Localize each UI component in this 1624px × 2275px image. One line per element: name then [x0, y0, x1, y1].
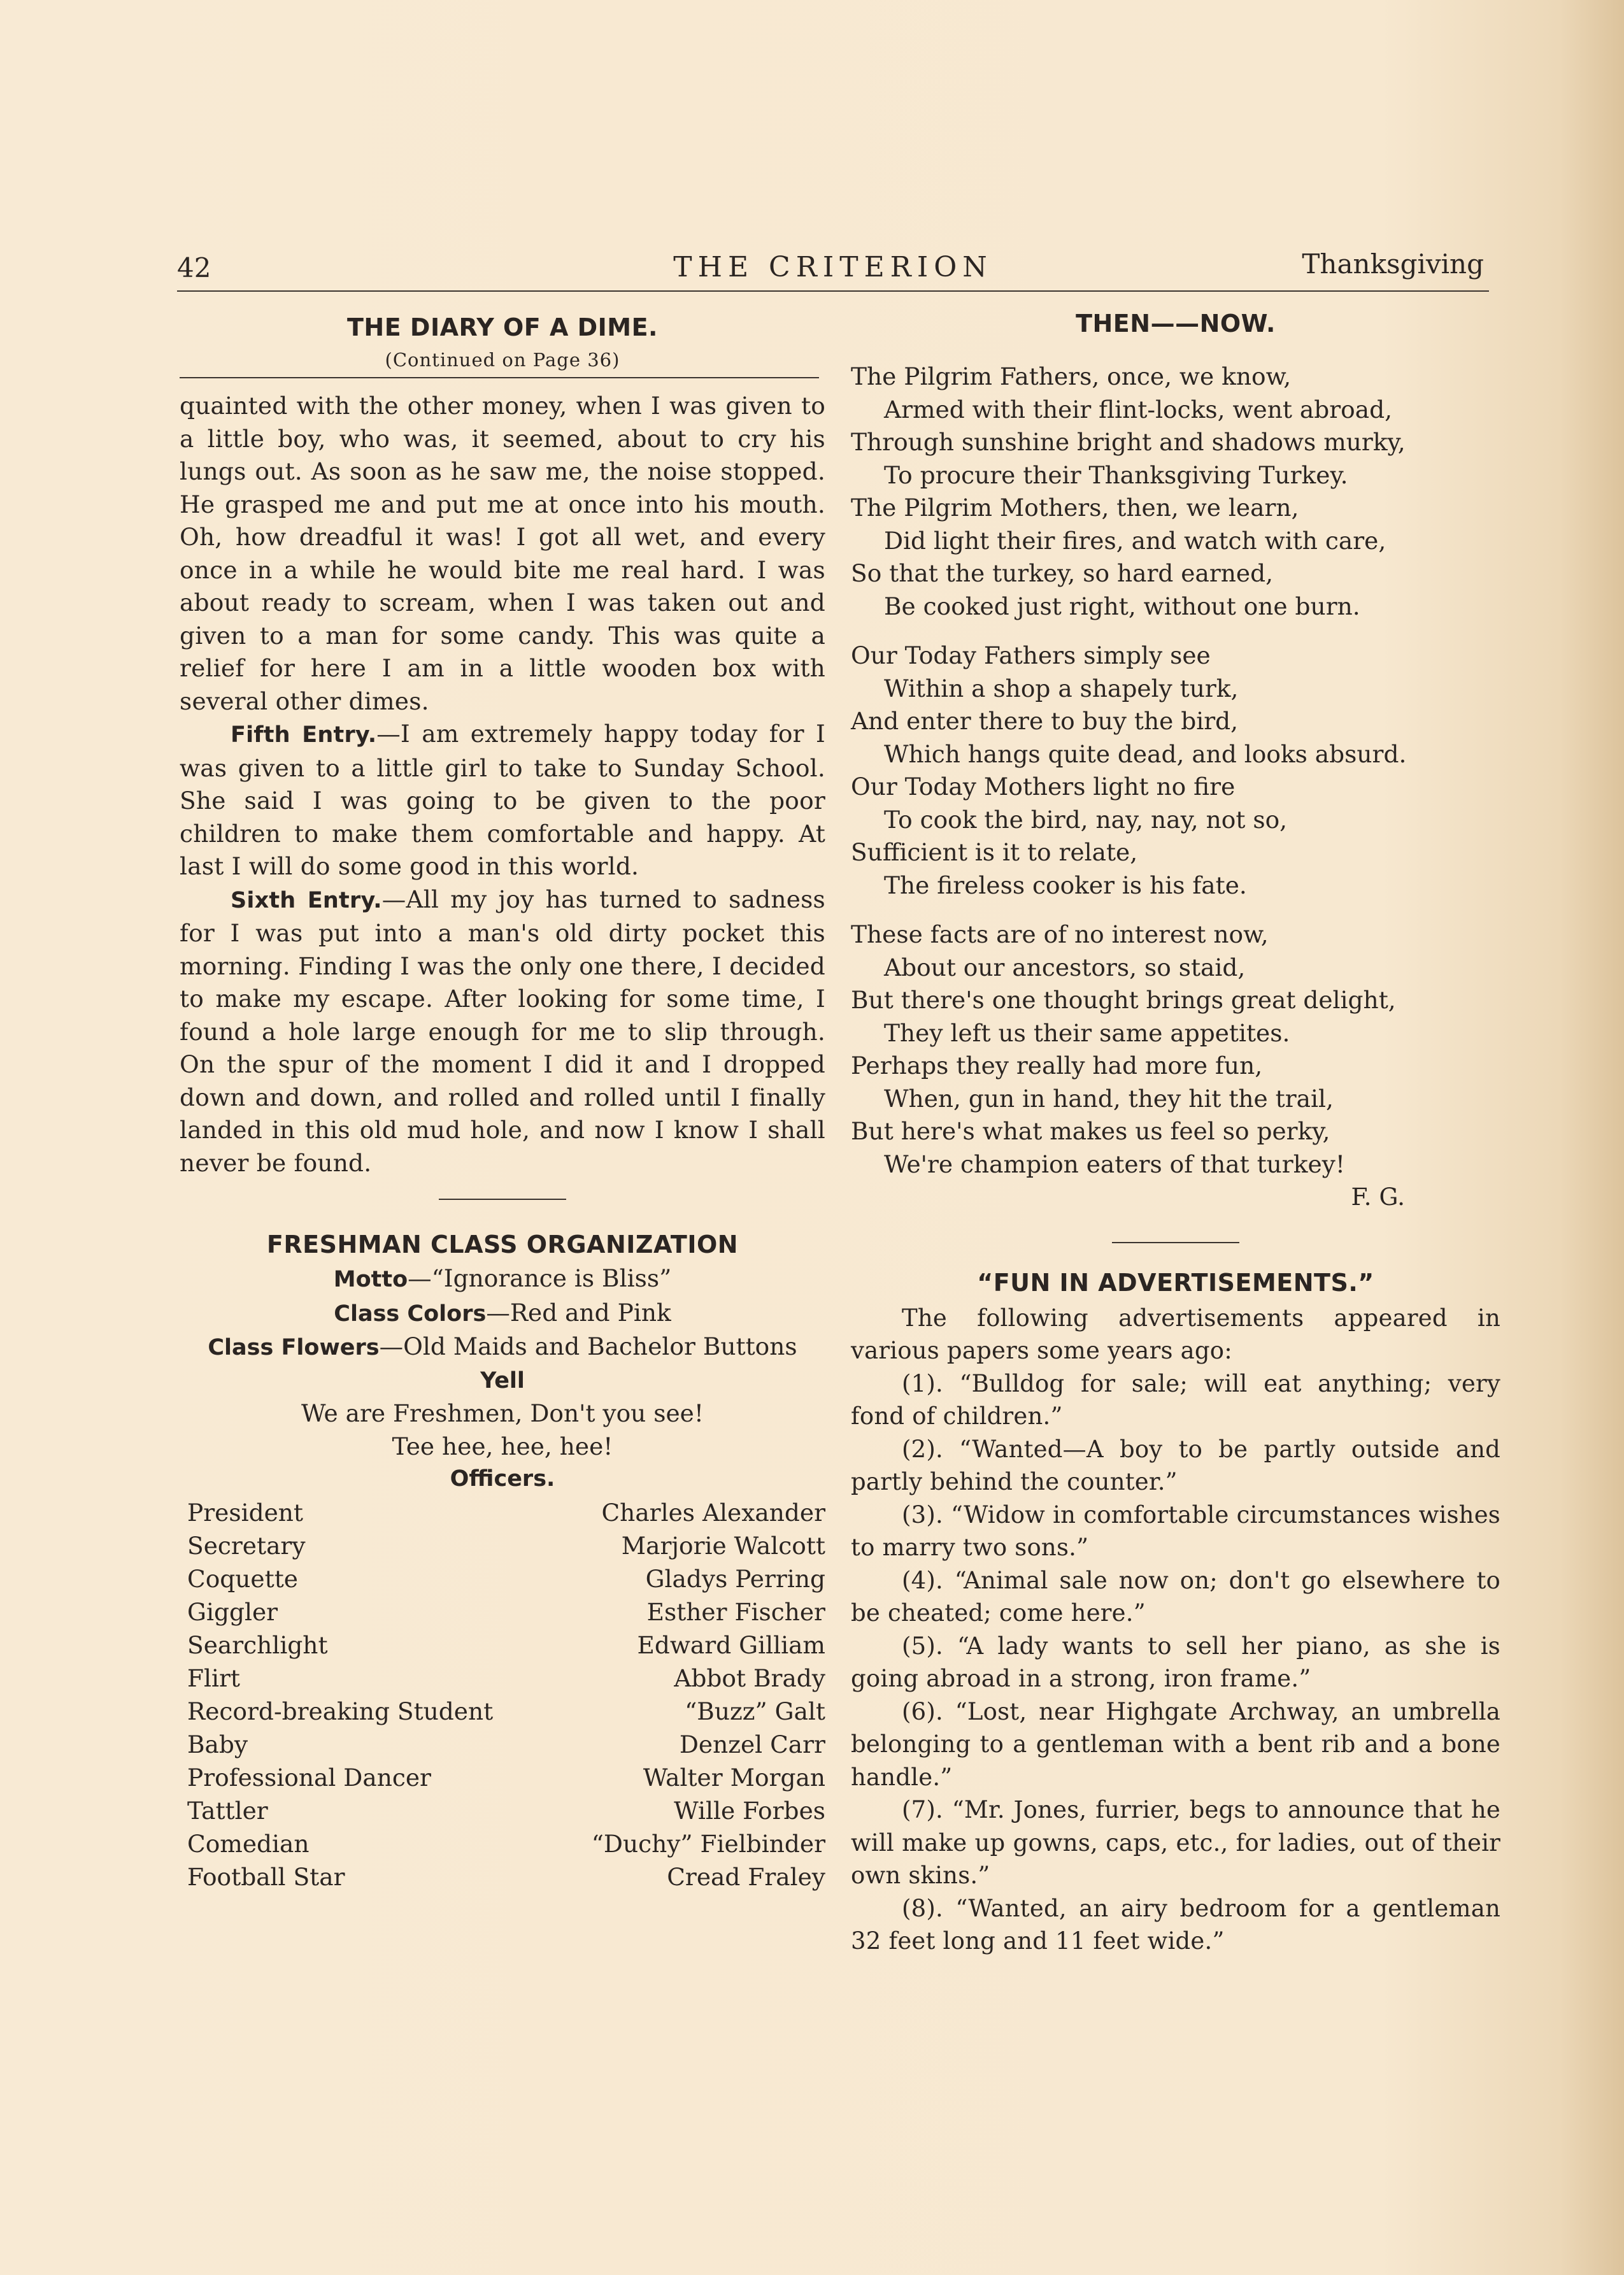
poem-line: And enter there to buy the bird, — [851, 707, 1239, 735]
officer-row — [180, 1695, 825, 1728]
poem-line: To procure their Thanksgiving Turkey. — [884, 460, 1348, 489]
officer-role: Comedian — [187, 1829, 310, 1858]
poem-line: Our Today Fathers simply see — [851, 641, 1211, 669]
left-column — [180, 313, 825, 1893]
ad-item: (3). “Widow in comfortable circumstances wishes to marry two sons.” — [851, 1501, 1500, 1561]
fifth-entry-text: —I am extremely happy today for I was given to a little girl to take to Sunday School. She said I was going to be given to the poor children to make them comfortable and happy. At last I will do some good in this world. — [180, 720, 825, 880]
diary-paragraph-sixth — [180, 883, 825, 1180]
officer-name: Edward Gilliam — [637, 1630, 825, 1659]
poem-signature: F. G. — [1351, 1183, 1405, 1211]
ad-item: (5). “A lady wants to sell her piano, as she is going abroad in a strong, iron frame.” — [851, 1632, 1500, 1692]
ad-item: (2). “Wanted—A boy to be partly outside and partly behind the counter.” — [851, 1435, 1500, 1495]
officer-name: Gladys Perring — [645, 1564, 825, 1593]
poem — [851, 360, 1500, 1214]
poem-stanza-3 — [851, 918, 1500, 1181]
motto-text: —“Ignorance is Bliss” — [408, 1264, 672, 1292]
section-divider — [1112, 1242, 1239, 1243]
poem-line: Our Today Mothers light no fire — [851, 773, 1236, 801]
sixth-entry-text: —All my joy has turned to sadness for I was put into a man's old dirty pocket this morning. Finding I was the only one there, I decided to make my escape. After looking for some time, I found a hole large enough for me to slip through. On the spur of the moment I did it and I dropped down and down, and rolled and rolled until I finally landed in this old mud hole, and now I know I shall never be found. — [180, 885, 825, 1177]
poem-line: Which hangs quite dead, and looks absurd. — [884, 739, 1407, 768]
officer-role: President — [187, 1498, 304, 1527]
ads-title: “FUN IN ADVERTISEMENTS.” — [977, 1268, 1374, 1297]
officer-name: Cread Fraley — [667, 1862, 825, 1891]
fifth-entry-heading: Fifth Entry. — [231, 722, 377, 748]
diary-paragraph-1: quainted with the other money, when I was given to a little boy, who was, it seemed, about to cry his lungs out. As soon as he saw me, the noise stopped. He grasped me and put me at once into his mouth. Oh, how dreadful it was! I got all wet, and every once in a while he would bite me real hard. I was about ready to scream, when I was taken out and given to a man for some candy. This was quite a relief for here I am in a little wooden box with several other dimes. — [180, 392, 825, 715]
poem-line: These facts are of no interest now, — [851, 920, 1269, 948]
officer-role: Giggler — [187, 1597, 278, 1626]
colors-text: —Red and Pink — [486, 1298, 671, 1327]
officer-row — [180, 1761, 825, 1794]
officer-name: Denzel Carr — [679, 1730, 825, 1758]
ad-item: (1). “Bulldog for sale; will eat anything; very fond of children.” — [851, 1369, 1500, 1430]
officer-row — [180, 1728, 825, 1761]
poem-line: Be cooked just right, without one burn. — [884, 592, 1360, 620]
officer-row — [180, 1827, 825, 1860]
poem-line: They left us their same appetites. — [884, 1018, 1290, 1047]
officer-row — [180, 1794, 825, 1827]
poem-line: Through sunshine bright and shadows murky, — [851, 428, 1406, 456]
officer-role: Secretary — [187, 1531, 306, 1560]
poem-line: Did light their fires, and watch with care, — [884, 526, 1386, 555]
officers-list — [180, 1496, 825, 1893]
officer-name: Marjorie Walcott — [621, 1531, 825, 1560]
yell-line-1: We are Freshmen, Don't you see! — [301, 1399, 704, 1427]
officer-role: Record-breaking Student — [187, 1697, 494, 1725]
poem-line: Sufficient is it to relate, — [851, 838, 1138, 866]
officer-role: Professional Dancer — [187, 1763, 431, 1792]
officer-row — [180, 1595, 825, 1629]
poem-line: The Pilgrim Fathers, once, we know, — [851, 362, 1292, 390]
flowers-label: Class Flowers — [208, 1335, 380, 1360]
poem-line: Perhaps they really had more fun, — [851, 1052, 1263, 1080]
ads-intro: The following advertisements appeared in various papers some years ago: — [851, 1304, 1500, 1364]
page-header — [177, 246, 1489, 292]
flowers-line — [180, 1330, 825, 1365]
colors-label: Class Colors — [334, 1301, 487, 1327]
yell-heading: Yell — [480, 1367, 525, 1394]
officer-name: Abbot Brady — [674, 1664, 825, 1692]
officer-name: Wille Forbes — [674, 1796, 825, 1825]
officer-row — [180, 1562, 825, 1595]
poem-line: Armed with their flint-locks, went abroad, — [884, 395, 1393, 424]
officer-row — [180, 1496, 825, 1529]
ad-item: (8). “Wanted, an airy bedroom for a gentleman 32 feet long and 11 feet wide.” — [851, 1894, 1500, 1955]
freshman-title: FRESHMAN CLASS ORGANIZATION — [266, 1230, 739, 1259]
poem-line: But there's one thought brings great delight, — [851, 986, 1396, 1014]
officer-row — [180, 1662, 825, 1695]
poem-line: So that the turkey, so hard earned, — [851, 559, 1274, 587]
poem-stanza-1 — [851, 360, 1500, 623]
officer-row — [180, 1629, 825, 1662]
motto-label: Motto — [333, 1267, 408, 1292]
poem-title: THEN——NOW. — [1076, 310, 1276, 338]
diary-paragraph-fifth — [180, 718, 825, 883]
right-column — [851, 310, 1500, 1958]
poem-line: The Pilgrim Mothers, then, we learn, — [851, 494, 1299, 522]
officer-name: Walter Morgan — [643, 1763, 825, 1792]
ads-section — [851, 1302, 1500, 1958]
diary-title: THE DIARY OF A DIME. — [347, 313, 658, 341]
ad-item: (7). “Mr. Jones, furrier, begs to announce that he will make up gowns, caps, etc., for ladies, out of their own skins.” — [851, 1796, 1500, 1889]
continued-note: (Continued on Page 36) — [385, 349, 620, 371]
section-divider — [180, 377, 819, 378]
page-number: 42 — [177, 252, 211, 283]
officers-heading: Officers. — [450, 1466, 555, 1492]
officer-role: Baby — [187, 1730, 248, 1758]
motto-line — [180, 1262, 825, 1297]
poem-line: To cook the bird, nay, nay, not so, — [884, 805, 1288, 834]
section-divider — [439, 1199, 566, 1200]
officer-role: Football Star — [187, 1862, 345, 1891]
officer-role: Tattler — [187, 1796, 268, 1825]
officer-role: Searchlight — [187, 1630, 328, 1659]
officer-name: “Buzz” Galt — [685, 1697, 825, 1725]
issue-name: Thanksgiving — [1302, 248, 1484, 280]
officer-row — [180, 1529, 825, 1562]
ad-item: (4). “Animal sale now on; don't go elsewhere to be cheated; come here.” — [851, 1566, 1500, 1627]
officer-name: Charles Alexander — [601, 1498, 825, 1527]
officer-role: Coquette — [187, 1564, 298, 1593]
ads-list — [851, 1367, 1500, 1958]
officer-row — [180, 1860, 825, 1893]
poem-line: The fireless cooker is his fate. — [884, 871, 1247, 899]
poem-line: About our ancestors, so staid, — [884, 953, 1246, 981]
masthead-title: THE CRITERION — [673, 251, 993, 283]
poem-line: But here's what makes us feel so perky, — [851, 1117, 1330, 1145]
sixth-entry-heading: Sixth Entry. — [231, 887, 382, 913]
poem-line: Within a shop a shapely turk, — [884, 674, 1239, 702]
poem-stanza-2 — [851, 639, 1500, 902]
officer-name: Esther Fischer — [646, 1597, 825, 1626]
flowers-text: —Old Maids and Bachelor Buttons — [379, 1332, 797, 1360]
officer-role: Flirt — [187, 1664, 241, 1692]
colors-line — [180, 1297, 825, 1331]
yell-line-2: Tee hee, hee, hee! — [392, 1432, 613, 1460]
poem-line: We're champion eaters of that turkey! — [884, 1150, 1345, 1178]
ad-item: (6). “Lost, near Highgate Archway, an umbrella belonging to a gentleman with a bent rib and a bone handle.” — [851, 1697, 1500, 1791]
poem-line: When, gun in hand, they hit the trail, — [884, 1084, 1334, 1113]
officer-name: “Duchy” Fielbinder — [591, 1829, 825, 1858]
